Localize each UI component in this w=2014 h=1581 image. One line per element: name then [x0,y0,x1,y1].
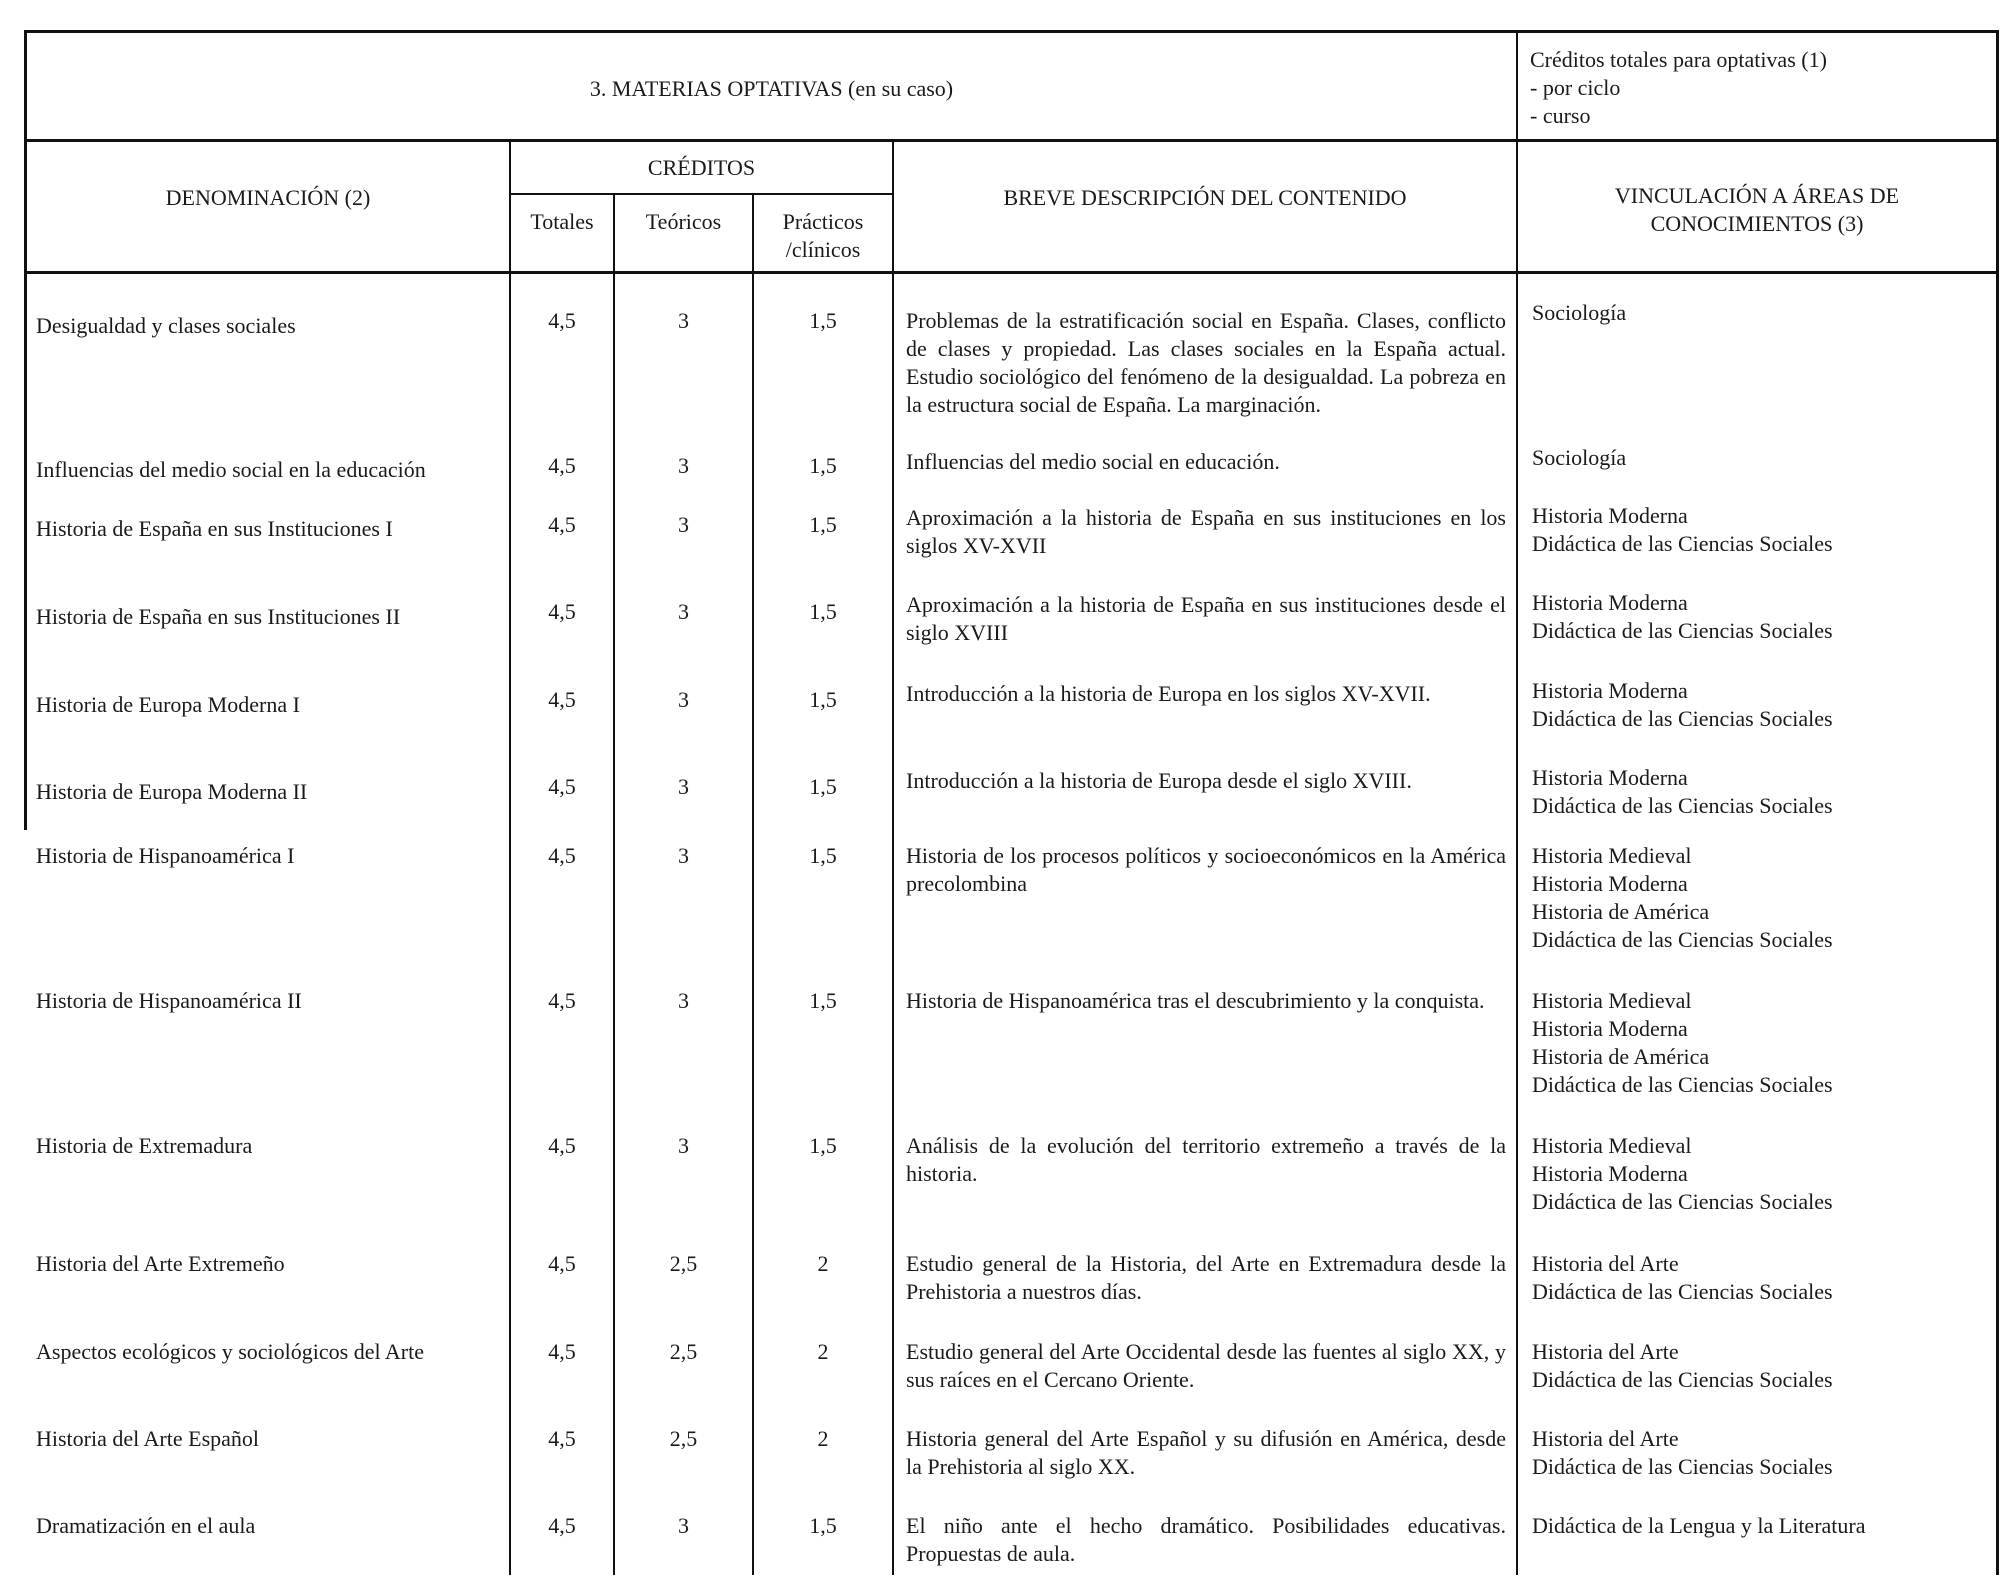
section-title: 3. MATERIAS OPTATIVAS (en su caso) [589,76,954,101]
credits-note-line: - por ciclo [1530,75,1621,100]
header-creditos: CRÉDITOS [647,155,756,180]
row-name: Dramatización en el aula [36,1513,256,1538]
credits-note-line: Créditos totales para optativas (1) [1530,47,1827,72]
row-totales: 4,5 [548,599,576,624]
row-areas [1532,764,1992,820]
header-totales: Totales [530,209,594,234]
row-teoricos: 3 [678,988,689,1013]
col-divider-practicos [892,139,894,1575]
row-totales: 4,5 [548,687,576,712]
area-item: Didáctica de las Ciencias Sociales [1532,1367,1833,1392]
row-totales: 4,5 [548,308,576,333]
row-name: Aspectos ecológicos y sociológicos del Arte [36,1339,424,1364]
area-item: Historia Moderna [1532,678,1688,703]
row-totales: 4,5 [548,1513,576,1538]
row-description: Estudio general del Arte Occidental desde las fuentes al siglo XX, y sus raíces en el Cercano Oriente. [906,1339,1506,1392]
credits-note [1530,46,1990,130]
area-item: Historia Medieval [1532,988,1692,1013]
row-teoricos: 3 [678,843,689,868]
area-item: Historia Medieval [1532,843,1692,868]
row-description: Estudio general de la Historia, del Arte en Extremadura desde la Prehistoria a nuestros días. [906,1251,1506,1304]
row-totales: 4,5 [548,1426,576,1451]
header-divider [24,139,1999,142]
area-item: Didáctica de la Lengua y la Literatura [1532,1513,1866,1538]
row-areas [1532,1250,1992,1306]
column-header-bottom [24,271,1999,274]
table-left-border [24,30,27,830]
area-item: Historia Medieval [1532,1133,1692,1158]
row-totales: 4,5 [548,1251,576,1276]
area-item: Didáctica de las Ciencias Sociales [1532,706,1833,731]
row-practicos: 1,5 [809,308,837,333]
row-practicos: 2 [817,1251,829,1276]
area-item: Historia del Arte [1532,1251,1679,1276]
row-teoricos: 3 [678,308,689,333]
row-name: Desigualdad y clases sociales [36,313,296,338]
header-practicos-line: /clínicos [785,237,861,262]
area-item: Historia de América [1532,899,1710,924]
row-areas [1532,677,1992,733]
table-top-border [24,30,1999,33]
header-vinculacion-line: CONOCIMIENTOS (3) [1650,211,1864,236]
row-practicos: 1,5 [809,1513,837,1538]
area-item: Historia Moderna [1532,503,1688,528]
row-totales: 4,5 [548,1339,576,1364]
area-item: Historia del Arte [1532,1426,1679,1451]
row-totales: 4,5 [548,988,576,1013]
row-practicos: 2 [817,1426,829,1451]
row-name: Historia de España en sus Instituciones I [36,516,393,541]
row-name: Historia de España en sus Instituciones II [36,604,401,629]
row-teoricos: 2,5 [669,1426,698,1451]
row-name: Historia de Hispanoamérica II [36,988,302,1013]
row-areas [1532,299,1992,327]
row-teoricos: 3 [678,1513,689,1538]
row-areas [1532,589,1992,645]
row-practicos: 1,5 [809,988,837,1013]
row-teoricos: 2,5 [669,1339,698,1364]
credits-note-line: - curso [1530,103,1591,128]
header-vinculacion [1518,182,1996,238]
row-name: Historia del Arte Español [36,1426,260,1451]
row-description: Análisis de la evolución del territorio extremeño a través de la historia. [906,1133,1506,1186]
row-practicos: 1,5 [809,843,837,868]
row-description: Introducción a la historia de Europa desde el siglo XVIII. [906,768,1412,793]
row-teoricos: 2,5 [669,1251,698,1276]
area-item: Historia Moderna [1532,590,1688,615]
header-practicos-line: Prácticos [782,209,864,234]
row-name: Historia de Europa Moderna I [36,692,300,717]
row-areas [1532,1132,1992,1216]
area-item: Historia Moderna [1532,765,1688,790]
row-name: Influencias del medio social en la educación [36,457,426,482]
row-totales: 4,5 [548,1133,576,1158]
row-practicos: 1,5 [809,687,837,712]
row-totales: 4,5 [548,843,576,868]
area-item: Historia del Arte [1532,1339,1679,1364]
row-name: Historia de Hispanoamérica I [36,843,295,868]
row-description: Aproximación a la historia de España en sus instituciones desde el siglo XVIII [906,592,1506,645]
area-item: Didáctica de las Ciencias Sociales [1532,618,1833,643]
row-description: Historia de Hispanoamérica tras el descubrimiento y la conquista. [906,988,1485,1013]
area-item: Didáctica de las Ciencias Sociales [1532,793,1833,818]
area-item: Sociología [1532,300,1627,325]
row-description: Historia general del Arte Español y su difusión en América, desde la Prehistoria al siglo XX. [906,1426,1506,1479]
area-item: Sociología [1532,445,1627,470]
col-divider-descripcion [1516,30,1518,1575]
header-practicos [754,208,892,264]
area-item: Didáctica de las Ciencias Sociales [1532,1072,1833,1097]
row-areas [1532,444,1992,472]
row-teoricos: 3 [678,512,689,537]
row-name: Historia de Extremadura [36,1133,253,1158]
row-description: Problemas de la estratificación social en España. Clases, conflicto de clases y propiedad. Las clases sociales en la España actual. Estudio sociológico del fenómeno de la desigualdad. La pobreza en la estructura social de España. La marginación. [906,308,1506,417]
header-descripcion: BREVE DESCRIPCIÓN DEL CONTENIDO [1003,185,1407,210]
creditos-divider [510,193,893,195]
row-areas [1532,1425,1992,1481]
table-right-border [1996,30,1999,1575]
row-areas [1532,1512,1992,1540]
area-item: Historia Moderna [1532,871,1688,896]
area-item: Didáctica de las Ciencias Sociales [1532,1189,1833,1214]
row-name: Historia del Arte Extremeño [36,1251,285,1276]
row-teoricos: 3 [678,774,689,799]
row-practicos: 2 [817,1339,829,1364]
header-teoricos: Teóricos [645,209,722,234]
header-denominacion: DENOMINACIÓN (2) [165,185,371,210]
row-teoricos: 3 [678,687,689,712]
row-practicos: 1,5 [809,512,837,537]
row-totales: 4,5 [548,453,576,478]
area-item: Didáctica de las Ciencias Sociales [1532,927,1833,952]
row-description: Aproximación a la historia de España en sus instituciones en los siglos XV-XVII [906,505,1506,558]
row-practicos: 1,5 [809,453,837,478]
area-item: Historia Moderna [1532,1161,1688,1186]
area-item: Historia Moderna [1532,1016,1688,1041]
row-totales: 4,5 [548,512,576,537]
area-item: Didáctica de las Ciencias Sociales [1532,1279,1833,1304]
area-item: Historia de América [1532,1044,1710,1069]
row-totales: 4,5 [548,774,576,799]
row-teoricos: 3 [678,1133,689,1158]
col-divider-totales [613,194,615,1575]
row-description: Historia de los procesos políticos y socioeconómicos en la América precolombina [906,843,1506,896]
area-item: Didáctica de las Ciencias Sociales [1532,1454,1833,1479]
row-practicos: 1,5 [809,1133,837,1158]
row-name: Historia de Europa Moderna II [36,779,308,804]
row-description: Introducción a la historia de Europa en los siglos XV-XVII. [906,681,1431,706]
area-item: Didáctica de las Ciencias Sociales [1532,531,1833,556]
row-practicos: 1,5 [809,599,837,624]
row-areas [1532,842,1992,954]
row-areas [1532,1338,1992,1394]
header-vinculacion-line: VINCULACIÓN A ÁREAS DE [1614,183,1900,208]
row-description: Influencias del medio social en educación. [906,449,1280,474]
row-teoricos: 3 [678,453,689,478]
row-areas [1532,502,1992,558]
col-divider-teoricos [752,194,754,1575]
row-practicos: 1,5 [809,774,837,799]
row-teoricos: 3 [678,599,689,624]
row-areas [1532,987,1992,1099]
row-description: El niño ante el hecho dramático. Posibilidades educativas. Propuestas de aula. [906,1513,1506,1566]
